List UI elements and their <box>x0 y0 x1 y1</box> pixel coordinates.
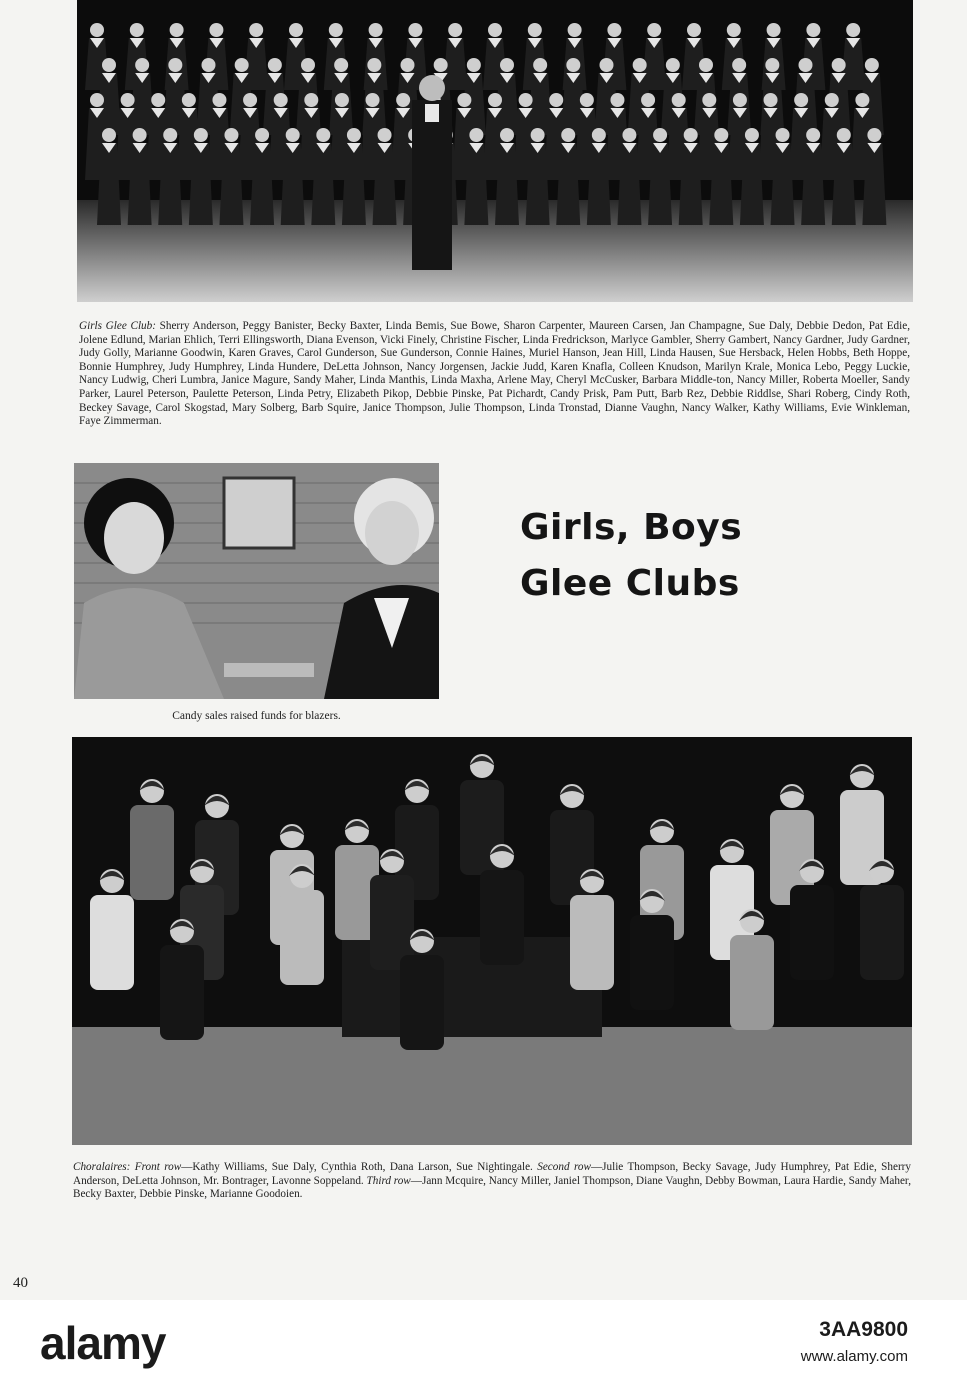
candy-sales-caption: Candy sales raised funds for blazers. <box>172 710 341 722</box>
member-body <box>130 805 174 900</box>
caption-lead: Girls Glee Club: <box>79 320 156 332</box>
singer-head <box>806 128 820 142</box>
singer-head <box>369 23 383 37</box>
singer-head <box>533 58 547 72</box>
singer-head <box>519 93 533 107</box>
singer-head <box>846 23 860 37</box>
singer-head <box>289 23 303 37</box>
singer-head <box>568 23 582 37</box>
singer-head <box>500 128 514 142</box>
member-body <box>400 955 444 1050</box>
alamy-logo: alamy <box>40 1317 166 1369</box>
member-body <box>280 890 324 985</box>
singer-head <box>90 23 104 37</box>
singer-robe <box>862 143 886 225</box>
singer-head <box>168 58 182 72</box>
singer-head <box>745 128 759 142</box>
singer-head <box>469 128 483 142</box>
singer-head <box>867 128 881 142</box>
singer-head <box>622 128 636 142</box>
singer-head <box>806 23 820 37</box>
third-row-label: Third row <box>366 1174 411 1187</box>
singer-head <box>837 128 851 142</box>
singer-head <box>182 93 196 107</box>
singer-head <box>130 23 144 37</box>
singer-head <box>607 23 621 37</box>
singer-head <box>672 93 686 107</box>
singer-head <box>367 58 381 72</box>
singer-head <box>347 128 361 142</box>
singer-head <box>151 93 165 107</box>
member-body <box>160 945 204 1040</box>
singer-robe <box>219 143 243 225</box>
singer-head <box>531 128 545 142</box>
singer-head <box>699 58 713 72</box>
singer-head <box>434 58 448 72</box>
singer-head <box>488 23 502 37</box>
singer-head <box>329 23 343 37</box>
singer-robe <box>373 143 397 225</box>
choralaires-caption <box>73 1161 911 1202</box>
singer-head <box>286 128 300 142</box>
singer-head <box>102 128 116 142</box>
singer-head <box>865 58 879 72</box>
caption-names: Sherry Anderson, Peggy Banister, Becky Baxter, Linda Bemis, Sue Bowe, Sharon Carpenter, Maureen Carsen, Jan Champagne, Sue Daly, Debbie Dedon, Pat Edie, Jolene Edlund, Marian Ehlich, Terri Ellingsworth, Diana Evenson, Vicki Finely, Christine Fischer, Linda Fredrickson, Marlyce Gambler, Sherry Gambert, Nancy Gardner, Judy Gardner, Judy Golly, Marianne Goodwin, Karen Graves, Carol Gunderson, Sue Gunderson, Connie Haines, Muriel Hanson, Jean Hill, Linda Hausen, Sue Hersback, Helen Hobbs, Beth Hoppe, Bonnie Humphrey, Judy Humphrey, Linda Hundere, DeLetta Johnson, Nancy Jorgensen, Jackie Judd, Karen Knafla, Colleen Knudson, Marilyn Krale, Monica Lebo, Peggy Luckie, Nancy Ludwig, Cheri Lumbra, Janice Magure, Sandy Maher, Linda Manthis, Linda Maxha, Arlene May, Cheryl McCusker, Barbara Middle-ton, Nancy Miller, Roberta Moeller, Sandy Parker, Laurel Peterson, Paulette Peterson, Linda Petry, Elizabeth Pikop, Debbie Pinske, Pat Pichardt, Candy Prisk, Pam Putt, Barb Rez, Debbie Riddlse, Shari Roberg, Cindy Roth, Beckey Savage, Carol Skogstad, Mary Solberg, Barb Squire, Janice Thompson, Julie Thompson, Linda Tronstad, Dianne Vaughn, Nancy Walker, Kathy Williams, Evie Winkleman, Faye Zimmerman. <box>79 320 910 428</box>
singer-head <box>335 93 349 107</box>
singer-head <box>102 58 116 72</box>
second-row-names: —Julie Thompson, Becky Savage, Judy Humphrey, Pat Edie, Sherry Anderson, DeLetta Johnson, Mr. Bontrager, Lavonne Soppeland. <box>73 1161 911 1187</box>
singer-head <box>212 93 226 107</box>
singer-head <box>687 23 701 37</box>
singer-head <box>316 128 330 142</box>
singer-robe <box>495 143 519 225</box>
singer-head <box>580 93 594 107</box>
third-row-names: —Jann Mcquire, Nancy Miller, Janiel Thompson, Diane Vaughn, Debby Bowman, Laura Hardie, Sandy Maher, Becky Baxter, Debbie Pinske, Marianne Goodoien. <box>73 1174 911 1201</box>
singer-robe <box>526 143 550 225</box>
candy-sales-photo <box>74 463 439 699</box>
choralaires-photo <box>72 737 912 1145</box>
singer-head <box>600 58 614 72</box>
page-title <box>520 500 900 612</box>
singer-robe <box>709 143 733 225</box>
singer-head <box>732 58 746 72</box>
singer-head <box>448 23 462 37</box>
choralaires-group-illustration <box>72 737 912 1145</box>
singer-robe <box>464 143 488 225</box>
singer-head <box>765 58 779 72</box>
singer-head <box>249 23 263 37</box>
singer-head <box>727 23 741 37</box>
member-body <box>480 870 524 965</box>
singer-head <box>653 128 667 142</box>
singer-head <box>561 128 575 142</box>
singer-head <box>401 58 415 72</box>
singer-robe <box>648 143 672 225</box>
singer-head <box>121 93 135 107</box>
member-body <box>730 935 774 1030</box>
singer-head <box>135 58 149 72</box>
singer-head <box>224 128 238 142</box>
singer-head <box>243 93 257 107</box>
singer-head <box>457 93 471 107</box>
singer-head <box>825 93 839 107</box>
member-body <box>570 895 614 990</box>
watermark-url: www.alamy.com <box>800 1348 908 1365</box>
singer-head <box>396 93 410 107</box>
singer-head <box>714 128 728 142</box>
member-body <box>860 885 904 980</box>
singer-head <box>366 93 380 107</box>
singer-robe <box>189 143 213 225</box>
singer-head <box>90 93 104 107</box>
singer-robe <box>617 143 641 225</box>
singer-head <box>832 58 846 72</box>
singer-robe <box>311 143 335 225</box>
image-id: 3AA9800 <box>819 1318 908 1341</box>
singer-head <box>170 23 184 37</box>
singer-robe <box>679 143 703 225</box>
singer-head <box>488 93 502 107</box>
singer-head <box>301 58 315 72</box>
singer-head <box>764 93 778 107</box>
singer-head <box>255 128 269 142</box>
singer-head <box>767 23 781 37</box>
singer-robe <box>771 143 795 225</box>
caption-lead: Choralaires: Front row <box>73 1161 182 1173</box>
singer-robe <box>97 143 121 225</box>
singer-head <box>549 93 563 107</box>
page-number: 40 <box>13 1275 28 1291</box>
singer-head <box>268 58 282 72</box>
singer-head <box>702 93 716 107</box>
singer-head <box>633 58 647 72</box>
member-body <box>90 895 134 990</box>
singer-head <box>641 93 655 107</box>
singer-head <box>610 93 624 107</box>
title-line-2: Glee Clubs <box>520 563 740 604</box>
singer-robe <box>342 143 366 225</box>
singer-head <box>799 58 813 72</box>
singer-head <box>274 93 288 107</box>
singer-robe <box>832 143 856 225</box>
singer-robe <box>250 143 274 225</box>
singer-head <box>202 58 216 72</box>
singer-robe <box>801 143 825 225</box>
singer-robe <box>281 143 305 225</box>
singer-head <box>194 128 208 142</box>
girls-glee-club-photo <box>77 0 913 302</box>
singer-robe <box>158 143 182 225</box>
singer-robe <box>556 143 580 225</box>
singer-head <box>666 58 680 72</box>
singer-head <box>408 23 422 37</box>
singer-head <box>684 128 698 142</box>
singer-head <box>500 58 514 72</box>
choir-robes-illustration <box>77 0 913 302</box>
singer-robe <box>587 143 611 225</box>
singer-head <box>334 58 348 72</box>
singer-head <box>794 93 808 107</box>
singer-head <box>467 58 481 72</box>
singer-head <box>776 128 790 142</box>
singer-head <box>304 93 318 107</box>
member-body <box>790 885 834 980</box>
singer-head <box>647 23 661 37</box>
two-girls-illustration <box>74 463 439 699</box>
singer-head <box>209 23 223 37</box>
front-row-names: —Kathy Williams, Sue Daly, Cynthia Roth, Dana Larson, Sue Nightingale. <box>181 1161 538 1173</box>
girls-glee-club-caption <box>79 320 910 429</box>
singer-head <box>163 128 177 142</box>
title-line-1: Girls, Boys <box>520 507 743 548</box>
singer-head <box>733 93 747 107</box>
singer-head <box>528 23 542 37</box>
member-body <box>630 915 674 1010</box>
second-row-label: Second row <box>537 1161 591 1173</box>
singer-head <box>566 58 580 72</box>
singer-head <box>592 128 606 142</box>
singer-robe <box>128 143 152 225</box>
singer-head <box>855 93 869 107</box>
singer-head <box>235 58 249 72</box>
singer-head <box>133 128 147 142</box>
singer-robe <box>740 143 764 225</box>
singer-head <box>378 128 392 142</box>
